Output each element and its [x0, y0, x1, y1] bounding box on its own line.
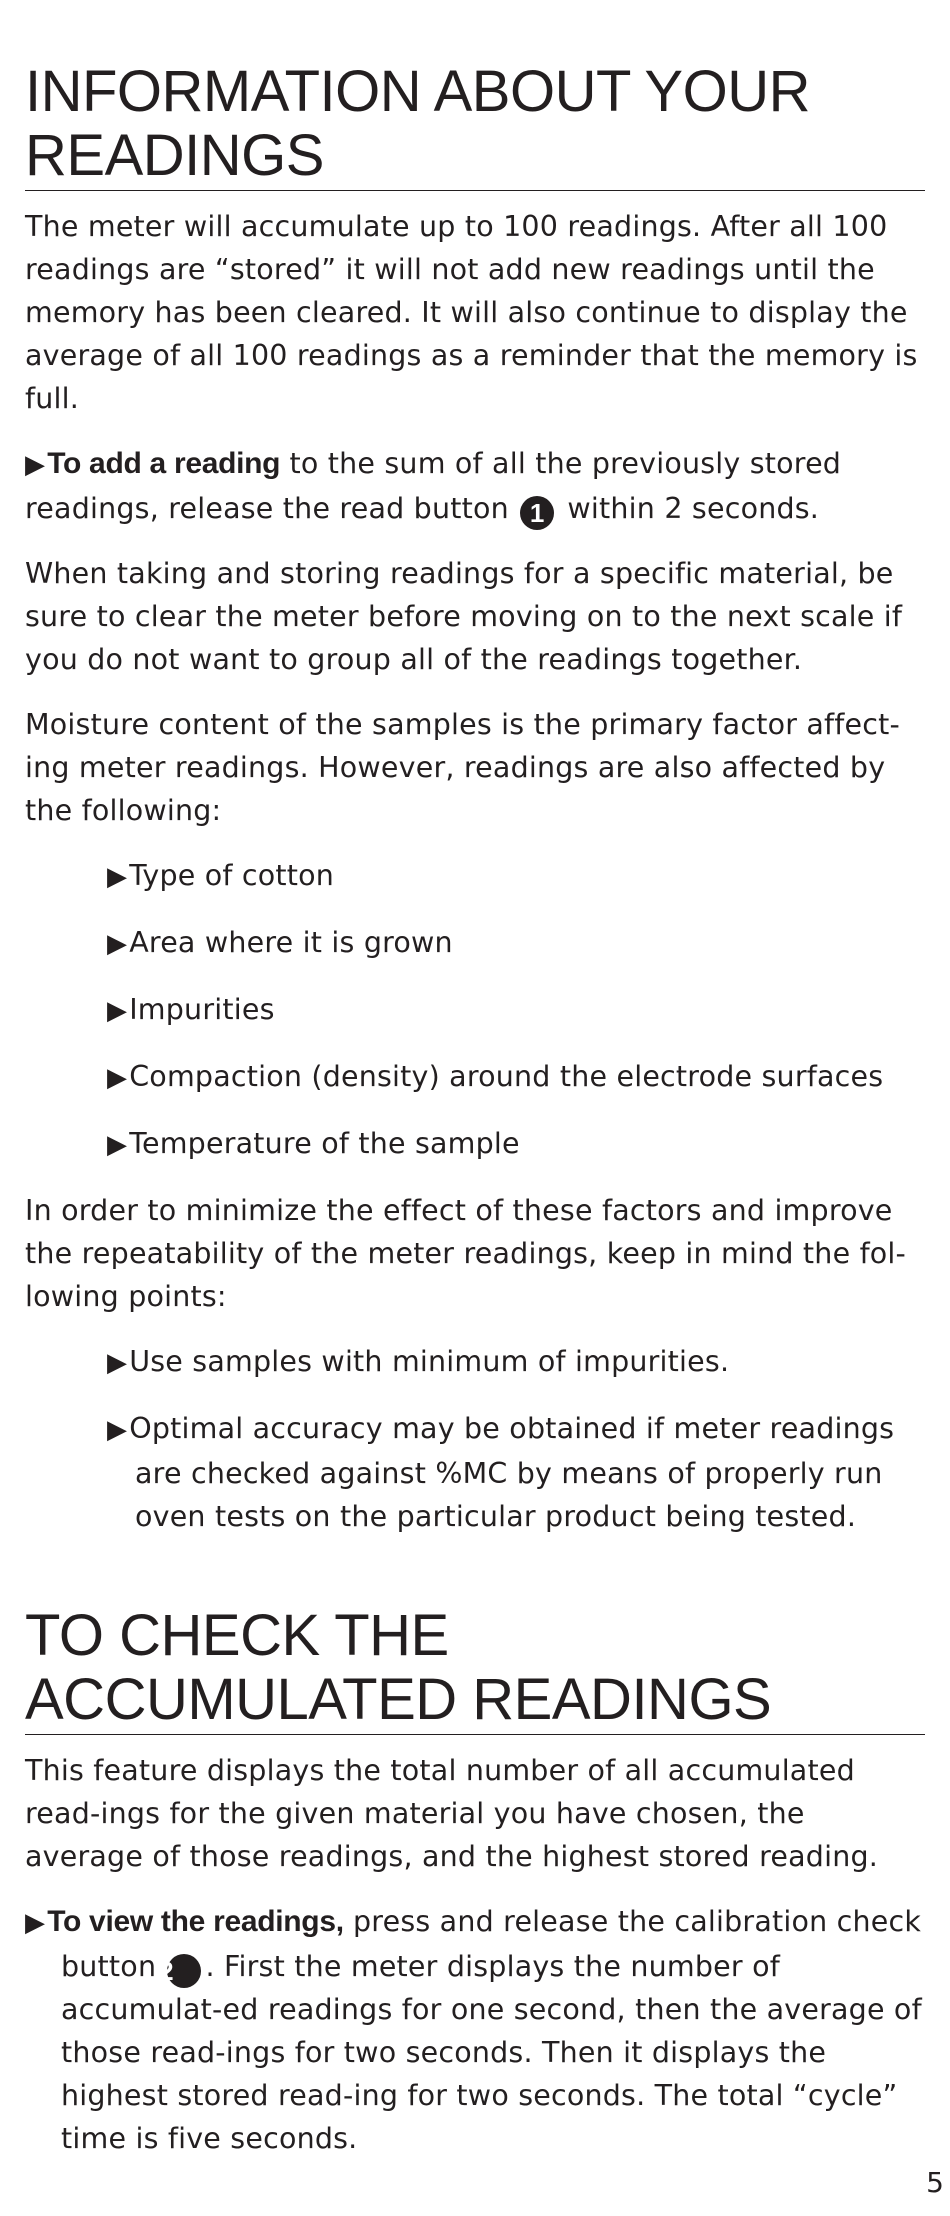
list-item: ▶Impurities — [107, 993, 275, 1026]
manual-page — [25, 0, 925, 2160]
triangle-right-icon: ▶ — [25, 450, 46, 480]
paragraph-feature: This feature displays the total number of all accumulated read-ings for the given material you have chosen, the average of those readings, and the highest stored reading. — [25, 1754, 879, 1873]
add-reading-text: to the sum of all the previously stored readings, release the read button — [25, 447, 842, 525]
triangle-right-icon: ▶ — [107, 929, 128, 959]
list-item: ▶Optimal accuracy may be obtained if meter readings are checked against %MC by means of properly run oven tests on the particular product being tested. — [107, 1412, 895, 1533]
view-readings-label: To view the readings, — [47, 1905, 344, 1938]
paragraph-memory: The meter will accumulate up to 100 readings. After all 100 readings are “stored” it will not add new readings until the memory has been cleared. It will also continue to display the average of all 100 readings as a reminder that the memory is full. — [25, 210, 918, 415]
calibration-button-number-icon: 2 — [167, 1954, 201, 1988]
triangle-right-icon: ▶ — [107, 1063, 128, 1093]
points-list — [107, 1340, 925, 1538]
view-readings-text: press and release the calibration check button — [61, 1905, 922, 1983]
triangle-right-icon: ▶ — [107, 996, 128, 1026]
paragraph-minimize: In order to minimize the effect of these factors and improve the repeatability of the meter readings, keep in mind the fol-lowing points: — [25, 1194, 907, 1313]
paragraph-moisture: Moisture content of the samples is the primary factor affect-ing meter readings. However, readings are also affected by the following: — [25, 708, 900, 827]
heading-line: ACCUMULATED READINGS — [25, 1667, 772, 1732]
triangle-right-icon: ▶ — [107, 1415, 128, 1445]
section-heading-accumulated — [25, 1604, 925, 1735]
heading-line: TO CHECK THE — [25, 1603, 449, 1668]
section-heading-information — [25, 60, 925, 191]
triangle-right-icon: ▶ — [25, 1908, 46, 1938]
add-reading-label: To add a reading — [47, 447, 281, 480]
list-item: ▶Compaction (density) around the electrode surfaces — [107, 1060, 884, 1093]
page-number: 5 — [926, 2166, 944, 2199]
triangle-right-icon: ▶ — [107, 862, 128, 892]
list-item: ▶Type of cotton — [107, 859, 335, 892]
heading-line: READINGS — [25, 123, 324, 188]
list-item: ▶Temperature of the sample — [107, 1127, 520, 1160]
list-item: ▶Area where it is grown — [107, 926, 453, 959]
list-item: ▶Use samples with minimum of impurities. — [107, 1345, 730, 1378]
triangle-right-icon: ▶ — [107, 1130, 128, 1160]
paragraph-view-readings — [25, 1900, 925, 2160]
heading-line: INFORMATION ABOUT YOUR — [25, 59, 810, 124]
view-readings-text-after: . First the meter displays the number of accumulat-ed readings for one second, then the average of those read-ings for two seconds. Then it displays the highest stored read-ing for two seconds. The total “cycle” time is five seconds. — [61, 1950, 922, 2155]
add-reading-text-after: within 2 seconds. — [558, 492, 820, 525]
paragraph-clear-meter: When taking and storing readings for a specific material, be sure to clear the meter before moving on to the next scale if you do not want to group all of the readings together. — [25, 557, 903, 676]
read-button-number-icon: 1 — [520, 496, 554, 530]
paragraph-add-reading — [25, 442, 925, 530]
factors-list — [107, 854, 925, 1167]
triangle-right-icon: ▶ — [107, 1348, 128, 1378]
